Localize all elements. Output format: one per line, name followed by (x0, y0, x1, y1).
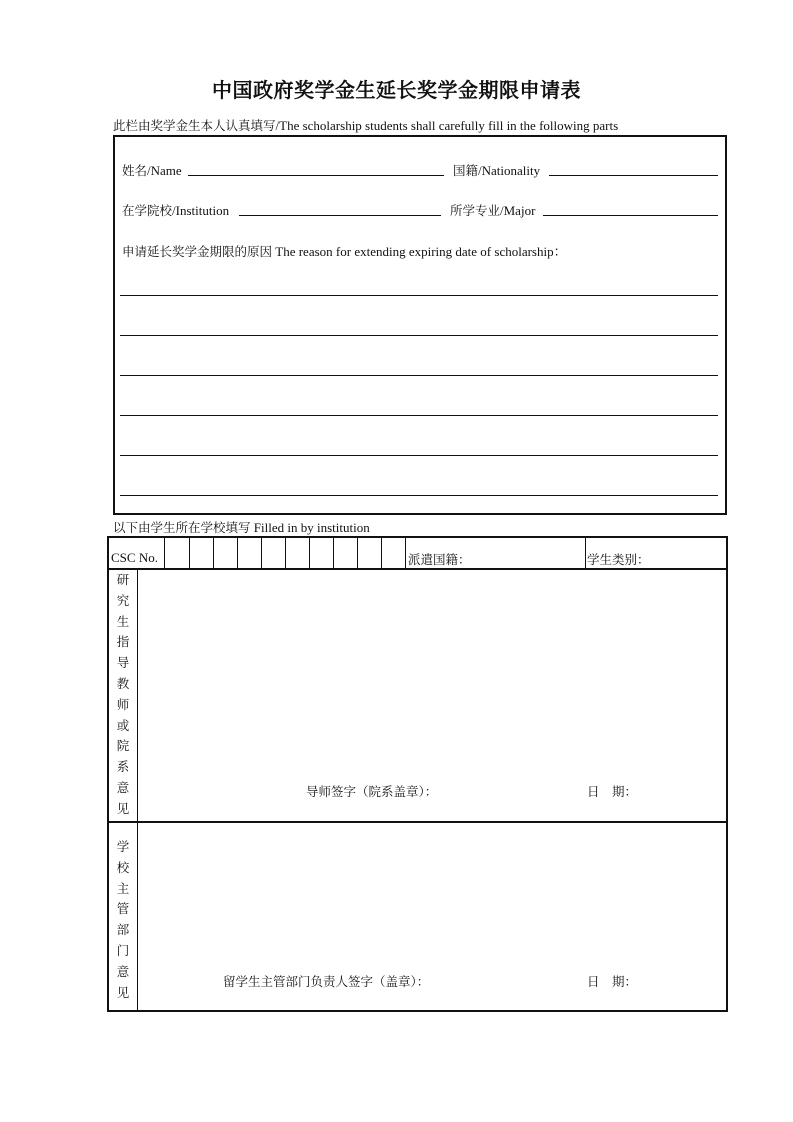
advisor-date-label: 日 期： (587, 784, 638, 799)
csc-row (109, 538, 726, 570)
csc-digit-sep (237, 538, 238, 568)
section1-caption-en: /The scholarship students shall carefully fill in the following parts (275, 118, 619, 133)
advisor-signature-label: 导师签字（院系盖章）： (306, 784, 438, 799)
csc-digit-sep (381, 538, 382, 568)
name-field[interactable] (188, 175, 444, 176)
institution-label-cn: 在学院校 (122, 203, 173, 218)
name-label-en: /Name (147, 163, 182, 178)
school-opinion-label (109, 837, 137, 1003)
student-type-sep (585, 538, 586, 568)
section2-caption-cn: 以下由学生所在学校填写 (113, 520, 251, 535)
reason-label-en: The reason for extending expiring date of scholarship： (272, 244, 567, 259)
institution-label-en: /Institution (172, 203, 230, 218)
institution-label (122, 201, 229, 219)
school-date-label: 日 期： (587, 974, 638, 989)
major-label-en: /Major (500, 203, 536, 218)
student-type-label: 学生类别： (587, 552, 650, 567)
major-field[interactable] (543, 215, 718, 216)
school-opinion-text: 学校主管部门意见 (116, 839, 130, 1000)
institution-field[interactable] (239, 215, 441, 216)
reason-line-3[interactable] (120, 375, 718, 376)
form-title: 中国政府奖学金生延长奖学金期限申请表 (212, 78, 581, 102)
csc-digit-sep (261, 538, 262, 568)
dispatch-country-sep (405, 538, 406, 568)
advisor-opinion-text: 研究生指导教师或院系意见 (116, 572, 130, 816)
section1-caption-cn: 此栏由奖学金生本人认真填写 (113, 118, 276, 133)
major-label (450, 201, 535, 219)
reason-label-cn: 申请延长奖学金期限的原因 (122, 244, 273, 259)
section2-caption (113, 518, 370, 536)
section-divider (109, 821, 726, 823)
name-label-cn: 姓名 (122, 163, 148, 178)
reason-line-5[interactable] (120, 455, 718, 456)
csc-digit-sep (309, 538, 310, 568)
advisor-opinion-label (109, 570, 137, 820)
nationality-field[interactable] (549, 175, 718, 176)
reason-line-4[interactable] (120, 415, 718, 416)
section2-caption-en: Filled in by institution (250, 520, 370, 535)
csc-digit-sep (189, 538, 190, 568)
csc-label: CSC No. (111, 550, 158, 565)
institution-section (107, 536, 728, 1012)
name-label (122, 161, 182, 179)
nationality-label (453, 161, 540, 179)
nationality-label-en: /Nationality (478, 163, 541, 178)
csc-digit-sep (213, 538, 214, 568)
dispatch-country-label: 派遣国籍： (408, 552, 471, 567)
csc-digit-sep (333, 538, 334, 568)
nationality-label-cn: 国籍 (453, 163, 479, 178)
major-label-cn: 所学专业 (450, 203, 501, 218)
reason-line-6[interactable] (120, 495, 718, 496)
reason-label (122, 241, 567, 260)
reason-line-1[interactable] (120, 295, 718, 296)
side-column-divider (137, 568, 138, 1010)
csc-digit-sep (164, 538, 165, 568)
section1-caption (113, 116, 618, 134)
school-signature-label: 留学生主管部门负责人签字（盖章）： (223, 974, 430, 989)
csc-digit-sep (357, 538, 358, 568)
reason-line-2[interactable] (120, 335, 718, 336)
student-section (113, 135, 727, 515)
csc-digit-sep (285, 538, 286, 568)
